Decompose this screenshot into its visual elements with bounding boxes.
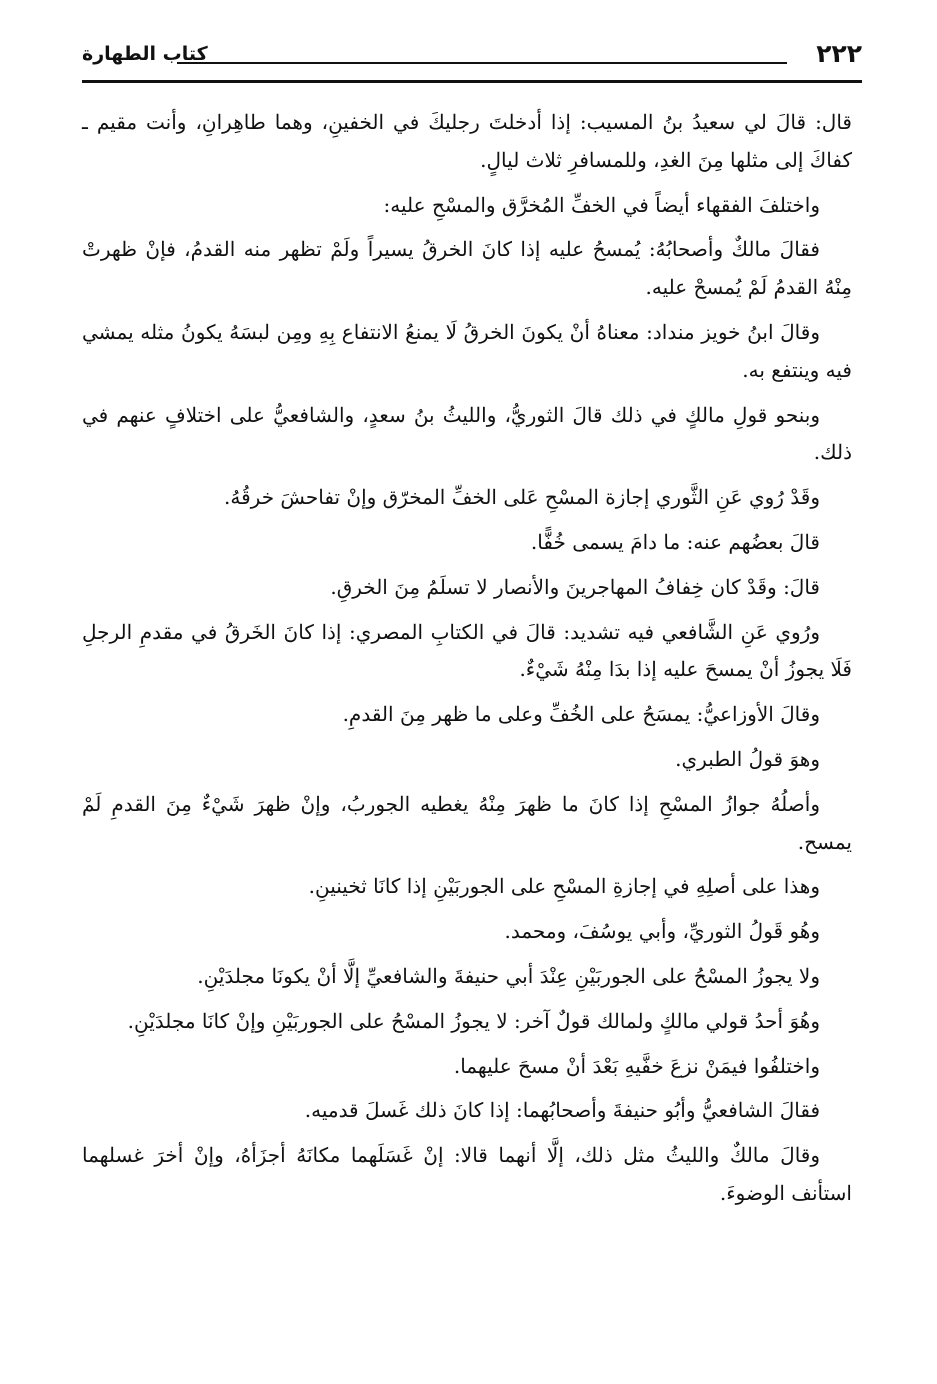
paragraph: واختلفَ الفقهاء أيضاً في الخفِّ المُخرَّق والمسْحِ عليه: — [383, 192, 820, 217]
header-line — [177, 62, 787, 64]
paragraph: وهُوَ أحدُ قولي مالكٍ ولمالك قولٌ آخر: لا يجوزُ المسْحُ على الجوربَيْنِ وإنْ كانَا مجلدَيْنِ. — [127, 1008, 820, 1033]
paragraph: قالَ: وقَدْ كان خِفافُ المهاجرينَ والأنصار لا تسلَمُ مِنَ الخرقِ. — [330, 574, 820, 599]
paragraph: وقَدْ رُوي عَنِ الثَّوري إجازة المسْحِ عَلى الخفِّ المخرّق وإنْ تفاحشَ خرقُهُ. — [224, 485, 820, 510]
running-header — [82, 38, 862, 78]
paragraph: فقالَ الشافعيُّ وأبُو حنيفةَ وأصحابُهما: إذا كانَ ذلك غَسلَ قدميه. — [304, 1098, 820, 1123]
paragraph: وهُو قَولُ الثوريِّ، وأبي يوسُفَ، ومحمد. — [504, 919, 820, 944]
page-number: ٢٢٢ — [816, 39, 862, 68]
paragraph: وقالَ ابنُ خويز منداد: معناهُ أنْ يكونَ الخرقُ لَا يمنعُ الانتفاع بِهِ ومِن لبسَهُ يكونُ مثله يمشي فيه وينتفع به. — [82, 319, 852, 382]
header-rule — [82, 80, 862, 83]
paragraph: ورُوي عَنِ الشَّافعي فيه تشديد: قالَ في الكتابِ المصري: إذا كانَ الخَرقُ في مقدمِ الرجلِ فَلَا يجوزُ أنْ يمسحَ عليه إذا بدَا مِنْهُ شَيْءٌ. — [82, 619, 852, 682]
paragraph: ولا يجوزُ المسْحُ على الجوربَيْنِ عِنْدَ أبي حنيفةَ والشافعيِّ إلَّا أنْ يكونَا مجلدَيْنِ. — [197, 963, 820, 988]
paragraph: وهوَ قولُ الطبري. — [675, 746, 820, 771]
book-title: كتاب الطهارة — [82, 43, 208, 65]
paragraph: وأصلُهُ جوازُ المسْحِ إذا كانَ ما ظهرَ مِنْهُ يغطيه الجوربُ، وإنْ ظهرَ شَيْءٌ مِنَ القدمِ لَمْ يمسح. — [82, 791, 852, 854]
paragraph: وقالَ مالكٌ والليثُ مثل ذلك، إلَّا أنهما قالا: إنْ غَسَلَهما مكانَهُ أجزَأهُ، وإنْ أخرَ غسلهما استأنف الوضوءَ. — [82, 1143, 852, 1205]
paragraph: وبنحو قولِ مالكٍ في ذلك قالَ الثوريُّ، والليثُ بنُ سعدٍ، والشافعيُّ على اختلافٍ عنهم في ذلك. — [82, 402, 852, 465]
paragraph: فقالَ مالكٌ وأصحابُهُ: يُمسحُ عليه إذا كانَ الخرقُ يسيراً ولَمْ تظهر منه القدمُ، فإنْ ظهرتْ مِنْهُ القدمُ لَمْ يُمسحْ عليه. — [82, 237, 852, 300]
page-body — [82, 104, 852, 1220]
paragraph: واختلفُوا فيمَنْ نزعَ خفَّيهِ بَعْدَ أنْ مسحَ عليهما. — [453, 1053, 820, 1078]
paragraph: وقالَ الأوزاعيُّ: يمسَحُ على الخُفِّ وعلى ما ظهر مِنَ القدمِ. — [342, 702, 820, 727]
paragraph: وهذا على أصلِهِ في إجازةِ المسْحِ على الجوربَيْنِ إذا كانَا ثخينينِ. — [308, 874, 820, 899]
paragraph: قال: قالَ لي سعيدُ بنُ المسيب: إذا أدخلتَ رجليكَ في الخفينِ، وهما طاهِرانِ، وأنت مقيم ـ كفاكَ إلى مثلها مِنَ الغدِ، وللمسافرِ ثلاث ليالٍ. — [82, 110, 852, 172]
paragraph: قالَ بعضُهم عنه: ما دامَ يسمى خُفًّا. — [530, 529, 820, 554]
